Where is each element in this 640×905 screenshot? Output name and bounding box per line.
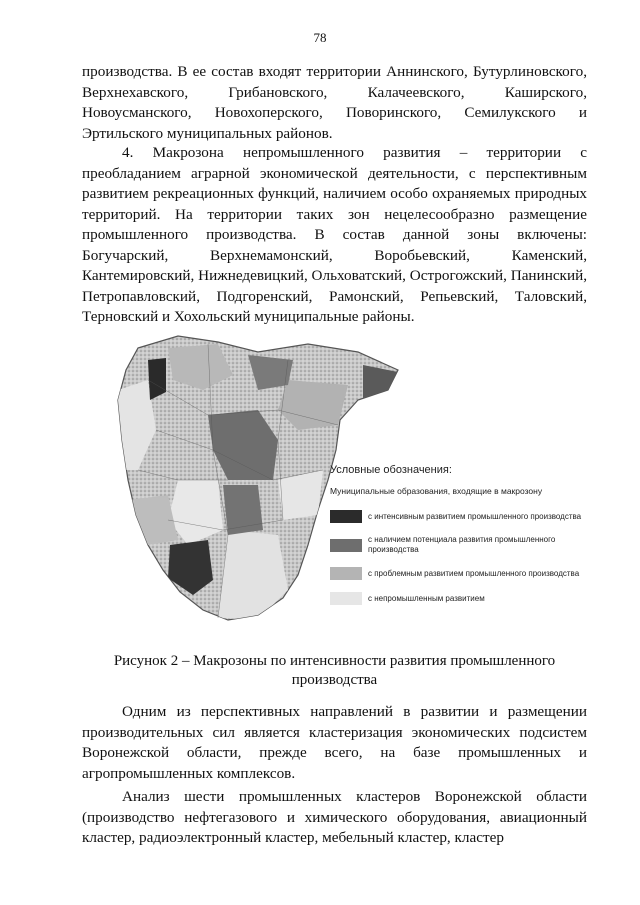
legend-label: с непромышленным развитием [368,593,485,603]
zone-potential-south [223,485,263,535]
map-legend [330,464,598,617]
figure-caption: Рисунок 2 – Макрозоны по интенсивности развития промышленного производства [113,653,556,688]
legend-swatch [330,592,362,605]
legend-swatch [330,510,362,523]
legend-item-potential [330,535,598,555]
legend-label: с интенсивным развитием промышленного производства [368,511,582,521]
page-number: 78 [313,30,327,45]
paragraph-1: производства. В ее состав входят территории Аннинского, Бутурлиновского, Верхнехавского, Грибановского, Калачеевского, Каширского, Новоусманского, Новохоперского, Поворинского, Семилукского и Эртильского муниципальных районов. [82,63,587,142]
legend-swatch [330,539,362,552]
paragraph-2: 4. Макрозона непромышленного развития – территории с преобладанием аграрной экономической деятельности, с перспективным развитием рекреационных функций, наличием особо охраняемых природных территорий. На территории таких зон нецелесообразно размещение промышленного производства. В состав данной зоны включены: Богучарский, Верхнемамонский, Воробьевский, Каменский, Кантемировский, Нижнедевицкий, Ольховатский, Острогожский, Панинский, Петропавловский, Подгоренский, Рамонский, Репьевский, Таловский, Терновский и Хохольский муниципальные районы. [82,144,587,325]
paragraph-4: Анализ шести промышленных кластеров Воронежской области (производство нефтегазового и химического оборудования, авиационный кластер, радиоэлектронный кластер, мебельный кластер, кластер [82,788,587,846]
legend-item-intensive [330,510,598,523]
legend-subtitle: Муниципальные образования, входящие в макрозону [330,486,543,496]
legend-label: с проблемным развитием промышленного производства [368,568,580,578]
legend-swatch [330,567,362,580]
paragraph-3: Одним из перспективных направлений в развитии и размещении производительных сил является кластеризация экономических подсистем Воронежской области, прежде всего, на базе промышленных и агропромышленных комплексов. [82,703,587,782]
legend-title: Условные обозначения: [330,464,452,476]
legend-label: с наличием потенциала развития промышленного производства [368,535,556,554]
macrozone-map-figure [108,330,598,630]
legend-item-problematic [330,567,598,580]
legend-item-nonindustrial [330,592,598,605]
zone-light-south [218,530,288,620]
